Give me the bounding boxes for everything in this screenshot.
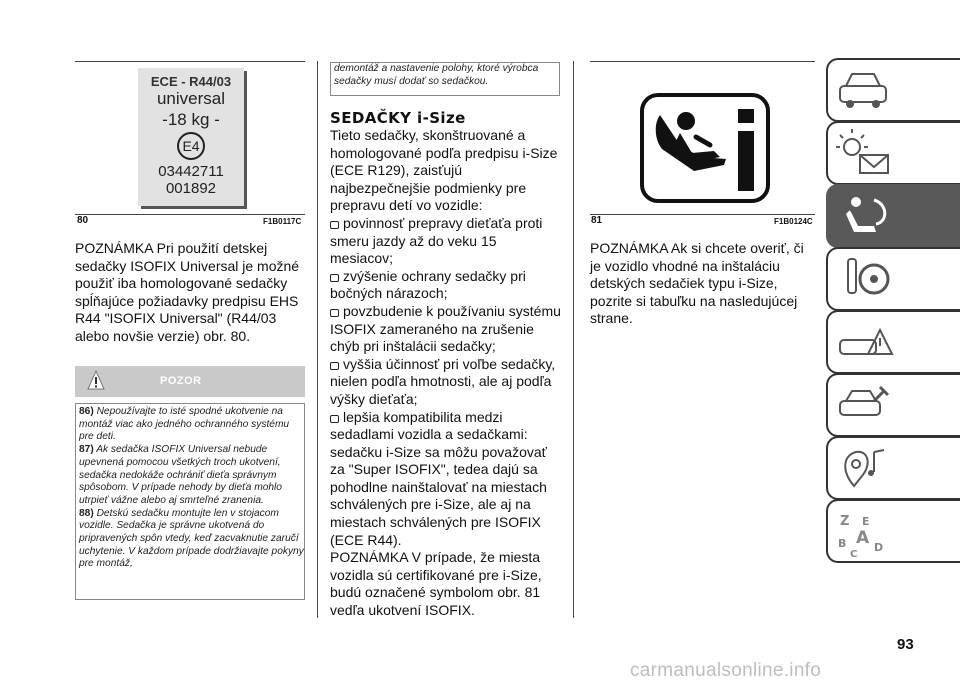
closing-paragraph: POZNÁMKA V prípade, že miesta vozidla sú certifikované pre i-Size, budú označené symbolom obr. 81 vedľa ukotvení ISOFIX. bbox=[330, 549, 542, 619]
multimedia-navigation-icon bbox=[834, 442, 894, 496]
ece-r44-label-figure bbox=[138, 68, 244, 206]
checkbox-bullet-icon bbox=[330, 362, 339, 370]
tab-maintenance[interactable] bbox=[826, 373, 960, 437]
checkbox-bullet-icon bbox=[330, 221, 339, 229]
column-divider-2 bbox=[573, 61, 574, 618]
page-number: 93 bbox=[897, 636, 914, 653]
figure-81-rule bbox=[590, 214, 815, 215]
list-item: povzbudenie k používaniu systému ISOFIX zameraného na zrušenie chýb pri inštalácii sedačky; bbox=[330, 302, 561, 355]
svg-text:B: B bbox=[838, 537, 847, 550]
left-paragraph: POZNÁMKA Pri použití detskej sedačky ISOFIX Universal je možné použiť iba homologované sedačky spĺňajúce požiadavky predpisu EHS R44 "ISOFIX Universal" (R44/03 alebo novšie verzie) obr. 80. bbox=[75, 240, 300, 344]
list-item: zvýšenie ochrany sedačky pri bočných nárazoch; bbox=[330, 267, 526, 302]
top-rule-left bbox=[75, 61, 305, 62]
list-item: vyššia účinnosť pri voľbe sedačky, nielen podľa hmotnosti, ale aj podľa výšky dieťaťa; bbox=[330, 355, 556, 407]
ece-line4: 03442711 bbox=[158, 163, 224, 180]
ece-line2: universal bbox=[156, 89, 226, 108]
svg-text:C: C bbox=[850, 549, 858, 559]
figure-81-number: 81 bbox=[591, 215, 603, 226]
checkbox-bullet-icon bbox=[330, 274, 339, 282]
tab-car-dashboard[interactable] bbox=[826, 58, 960, 122]
ece-line5: 001892 bbox=[165, 180, 217, 197]
intro-paragraph: Tieto sedačky, skonštruované a homologované podľa predpisu i-Size (ECE R129), zaisťujú najbezpečnejšie podmienky pre prepravu detí vo vozidle: bbox=[330, 127, 558, 214]
figure-80-code: F1B0117C bbox=[263, 217, 302, 226]
roadside-emergency-icon bbox=[834, 316, 894, 370]
key-steering-wheel-icon bbox=[834, 253, 894, 307]
svg-text:D: D bbox=[874, 541, 884, 554]
warning-text bbox=[79, 406, 304, 571]
warning-triangle-icon bbox=[87, 370, 105, 390]
right-paragraph: POZNÁMKA Ak si chcete overiť, či je vozidlo vhodné na inštaláciu detských sedačiek typu i-Size, pozrite si tabuľku na nasledujúcej strane. bbox=[590, 240, 804, 327]
tab-multimedia[interactable] bbox=[826, 436, 960, 500]
ece-line1: ECE - R44/03 bbox=[150, 74, 232, 89]
checkbox-bullet-icon bbox=[330, 415, 339, 423]
ece-line3: -18 kg - bbox=[162, 110, 220, 129]
svg-text:Z: Z bbox=[840, 514, 850, 529]
svg-text:A: A bbox=[856, 528, 870, 548]
ece-e-mark: E4 bbox=[177, 132, 205, 160]
tab-safety[interactable] bbox=[826, 184, 960, 248]
tab-warning-lights[interactable] bbox=[826, 121, 960, 185]
warning-lights-message-icon bbox=[834, 127, 894, 181]
column-divider-1 bbox=[317, 61, 318, 618]
seat-airbag-safety-icon bbox=[834, 190, 894, 244]
figure-81-code: F1B0124C bbox=[774, 217, 813, 226]
note-continuation: demontáž a nastavenie polohy, ktoré výrobca sedačky musí dodať so sedačkou. bbox=[334, 63, 539, 87]
list-item: povinnosť prepravy dieťaťa proti smeru jazdy až do veku 15 mesiacov; bbox=[330, 214, 543, 267]
figure-80-number: 80 bbox=[77, 215, 89, 226]
warning-item: 86) Nepoužívajte to isté spodné ukotvenie na montáž viac ako jedného ochranného systému pre deti. bbox=[79, 406, 290, 443]
middle-text bbox=[330, 127, 562, 620]
tab-index[interactable] bbox=[826, 499, 960, 563]
top-rule-right bbox=[590, 61, 815, 62]
tab-starting-driving[interactable] bbox=[826, 247, 960, 311]
car-dashboard-icon bbox=[834, 64, 894, 118]
section-heading: SEDAČKY i-Size bbox=[330, 109, 466, 127]
car-maintenance-icon bbox=[834, 379, 894, 433]
alphabetical-index-icon bbox=[834, 505, 894, 559]
warning-item: 88) Detskú sedačku montujte len v stojacom vozidle. Sedačka je správne ukotvená do pripravených spôn vtedy, keď zacvaknutie zaručí uchytenie. V každom prípade dodržiavajte pokyny pre montáž, bbox=[79, 507, 304, 570]
svg-text:E: E bbox=[862, 515, 870, 528]
checkbox-bullet-icon bbox=[330, 309, 339, 317]
warning-title: POZOR bbox=[160, 375, 202, 387]
list-item: lepšia kompatibilita medzi sedadlami vozidla a sedačkami: sedačku i-Size sa môžu považovať za "Super ISOFIX", tedea dajú sa pohodlne nainštalovať na miestach schválených pre i-Size, ale aj na miestach schválených pre ISOFIX (ECE R44). bbox=[330, 408, 547, 548]
figure-80-rule bbox=[75, 214, 305, 215]
tab-emergency[interactable] bbox=[826, 310, 960, 374]
watermark: carmanualsonline.info bbox=[630, 660, 822, 681]
warning-item: 87) Ak sedačka ISOFIX Universal nebude upevnená pomocou všetkých troch ukotvení, sedačka nedokáže ochrániť dieťa správnym spôsobom. V prípade nehody by dieťa mohlo utrpieť vážne alebo aj smrteľné zranenia. bbox=[79, 444, 282, 506]
i-size-child-seat-icon bbox=[640, 93, 770, 203]
